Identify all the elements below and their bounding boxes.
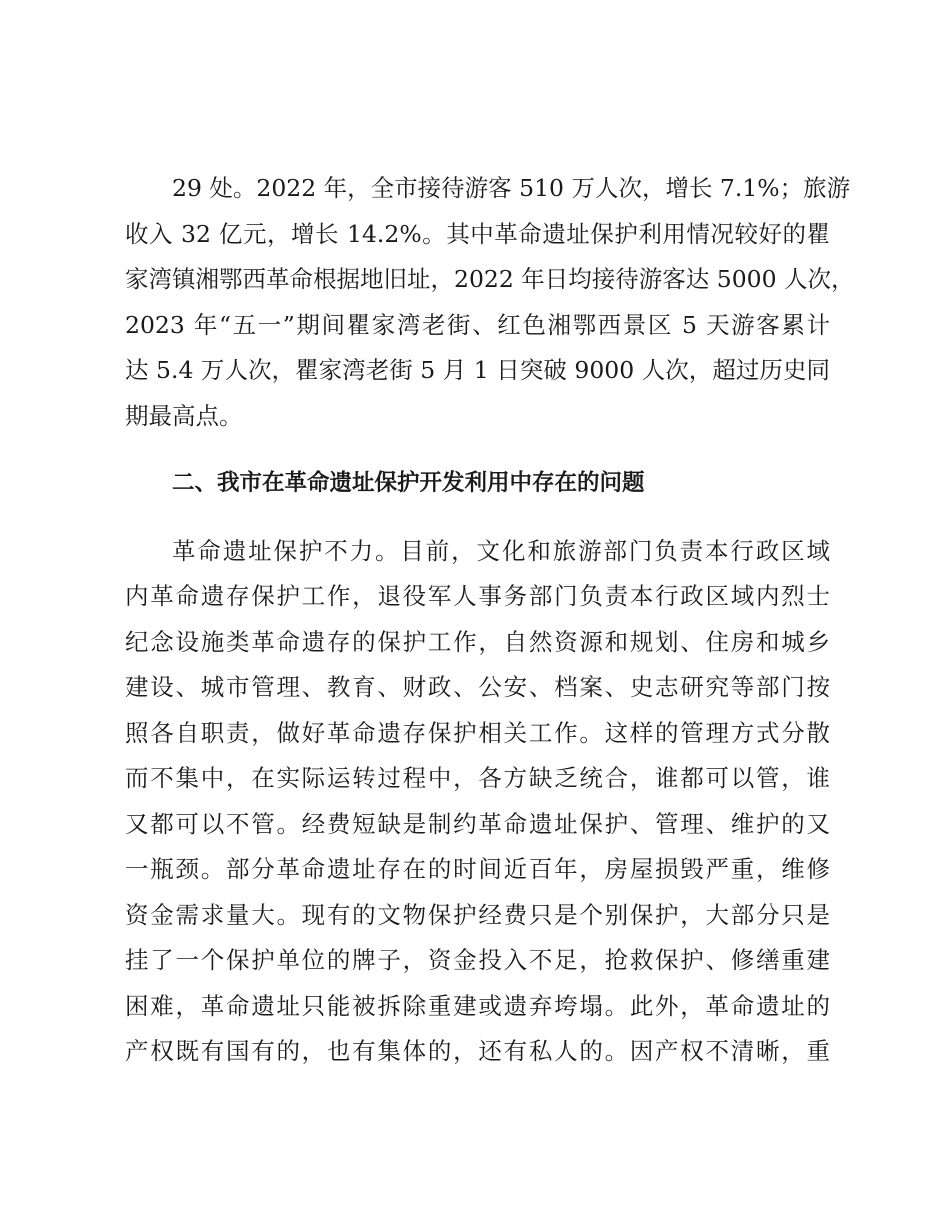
section-heading: 二、我市在革命遗址保护开发利用中存在的问题 bbox=[172, 470, 645, 496]
text-line: 革命遗址保护不力。目前，文化和旅游部门负责本行政区域 bbox=[172, 536, 830, 565]
text-line: 产权既有国有的，也有集体的，还有私人的。因产权不清晰，重 bbox=[125, 1037, 830, 1065]
text-line: 一瓶颈。部分革命遗址存在的时间近百年，房屋损毁严重，维修 bbox=[125, 855, 830, 883]
paragraph-protection-problems bbox=[125, 529, 830, 1075]
text-line: 照各自职责，做好革命遗存保护相关工作。这样的管理方式分散 bbox=[125, 718, 830, 747]
text-line: 2023 年“五一”期间瞿家湾老街、红色湘鄂西景区 5 天游客累计 bbox=[125, 310, 830, 339]
text-line: 期最高点。 bbox=[125, 401, 243, 430]
text-line: 达 5.4 万人次，瞿家湾老街 5 月 1 日突破 9000 人次，超过历史同 bbox=[125, 356, 830, 384]
text-line: 挂了一个保护单位的牌子，资金投入不足，抢救保护、修缮重建 bbox=[125, 946, 830, 974]
text-line: 纪念设施类革命遗存的保护工作，自然资源和规划、住房和城乡 bbox=[125, 627, 830, 656]
text-line: 29 处。2022 年，全市接待游客 510 万人次，增长 7.1%；旅游 bbox=[172, 174, 851, 202]
text-line: 内革命遗存保护工作，退役军人事务部门负责本行政区域内烈士 bbox=[125, 582, 830, 610]
text-line: 困难，革命遗址只能被拆除重建或遗弃垮塌。此外，革命遗址的 bbox=[125, 991, 830, 1020]
text-line: 又都可以不管。经费短缺是制约革命遗址保护、管理、维护的又 bbox=[125, 809, 830, 838]
text-line: 建设、城市管理、教育、财政、公安、档案、史志研究等部门按 bbox=[125, 673, 830, 701]
text-line: 资金需求量大。现有的文物保护经费只是个别保护，大部分只是 bbox=[125, 900, 830, 929]
text-line: 收入 32 亿元，增长 14.2%。其中革命遗址保护利用情况较好的瞿 bbox=[125, 219, 830, 248]
paragraph-tourism-statistics bbox=[125, 166, 855, 439]
text-line: 家湾镇湘鄂西革命根据地旧址，2022 年日均接待游客达 5000 人次， bbox=[125, 265, 855, 293]
text-line: 而不集中，在实际运转过程中，各方缺乏统合，谁都可以管，谁 bbox=[125, 764, 830, 792]
